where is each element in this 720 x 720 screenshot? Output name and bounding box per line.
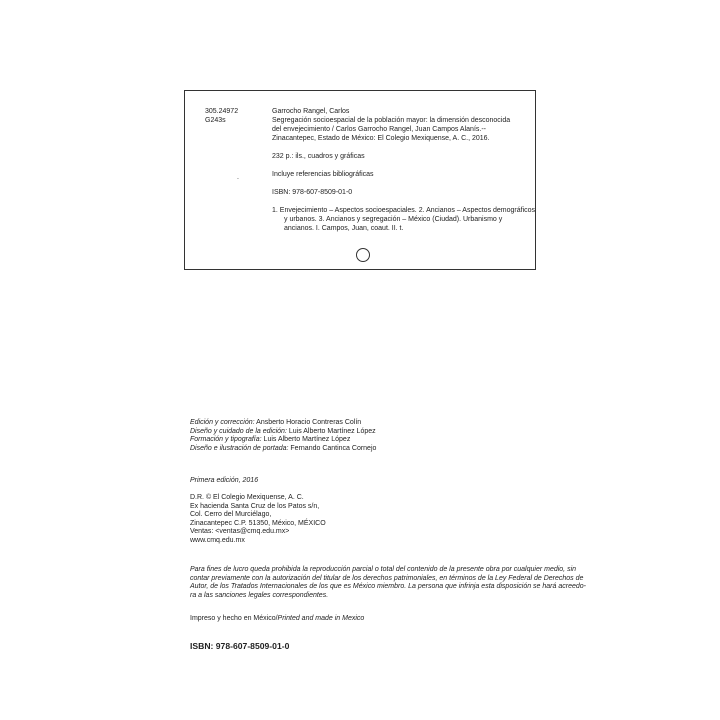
catalog-title-line: Segregación socioespacial de la población mayor: la dimensión desconocida	[272, 117, 511, 124]
legal-notice	[190, 566, 586, 600]
credit-name: Ansberto Horacio Contreras Colín	[256, 419, 362, 426]
publisher-block	[190, 494, 326, 545]
catalog-subjects: 1. Envejecimiento – Aspectos socioespaciales. 2. Ancianos – Aspectos demográficos	[272, 207, 536, 214]
legal-line: Para fines de lucro queda prohibida la reproducción parcial o total del contenido de la presente obra por cualquier medio, sin	[190, 566, 577, 573]
publisher-line: www.cmq.edu.mx	[190, 536, 245, 544]
catalog-isbn: ISBN: 978-607-8509-01-0	[272, 189, 353, 196]
isbn-footer: ISBN: 978-607-8509-01-0	[190, 641, 290, 651]
credit-role: Diseño y cuidado de la edición:	[190, 427, 287, 435]
legal-line: ra a las sanciones legales correspondientes.	[190, 591, 329, 599]
publisher-line: Ex hacienda Santa Cruz de los Patos s/n,	[190, 502, 320, 510]
catalog-title-line: del envejecimiento / Carlos Garrocho Rangel, Juan Campos Alanís.--	[272, 126, 486, 133]
publisher-line: D.R. © El Colegio Mexiquense, A. C.	[190, 494, 304, 501]
catalog-physical: 232 p.: ils., cuadros y gráficas	[272, 153, 365, 160]
printed-plain: Impreso y hecho en México/	[190, 615, 278, 622]
catalog-subjects: ancianos. I. Campos, Juan, coaut. II. t.	[284, 225, 404, 232]
card-hole-circle	[356, 248, 370, 262]
credit-line	[190, 445, 376, 454]
publisher-line: Zinacantepec C.P. 51350, México, MÉXICO	[190, 519, 326, 527]
credit-name: Fernando Cantinca Cornejo	[290, 444, 377, 452]
credit-role: Edición y corrección:	[190, 419, 255, 426]
edition-line: Primera edición, 2016	[190, 477, 259, 484]
credit-name: Luis Alberto Martínez López	[288, 427, 376, 435]
publisher-line: Ventas: <ventas@cmq.edu.mx>	[190, 528, 290, 535]
classification-line: G243s	[205, 117, 226, 124]
classification-line: 305.24972	[205, 108, 239, 115]
catalog-entry	[272, 107, 536, 233]
credit-name: Luis Alberto Martínez López	[263, 436, 351, 443]
catalog-author: Garrocho Rangel, Carlos	[272, 108, 350, 115]
catalog-imprint: Zinacantepec, Estado de México: El Colegio Mexiquense, A. C., 2016.	[272, 135, 490, 142]
credits-block	[190, 419, 376, 453]
credit-role: Diseño e ilustración de portada:	[190, 444, 289, 452]
printed-in-line	[190, 615, 364, 624]
catalog-subjects: y urbanos. 3. Ancianos y segregación – México (Ciudad). Urbanismo y	[284, 216, 503, 223]
card-dot: .	[237, 174, 239, 181]
catalog-card	[184, 90, 536, 270]
credit-role: Formación y tipografía:	[190, 436, 262, 443]
credit-line	[190, 419, 376, 428]
credit-line	[190, 428, 376, 437]
catalog-notes: Incluye referencias bibliográficas	[272, 171, 374, 178]
printed-italic: Printed and made in Mexico	[277, 615, 365, 622]
credit-line	[190, 436, 376, 445]
publisher-line: Col. Cerro del Murciélago,	[190, 511, 272, 518]
legal-line: Autor, de los Tratados Internacionales de los que es México miembro. La persona que infrinja esta disposición se hará acreedo-	[190, 583, 586, 591]
legal-line: contar previamente con la autorización del titular de los derechos patrimoniales, en términos de la Ley Federal de Derechos de	[190, 574, 584, 582]
classification-number	[205, 107, 238, 125]
